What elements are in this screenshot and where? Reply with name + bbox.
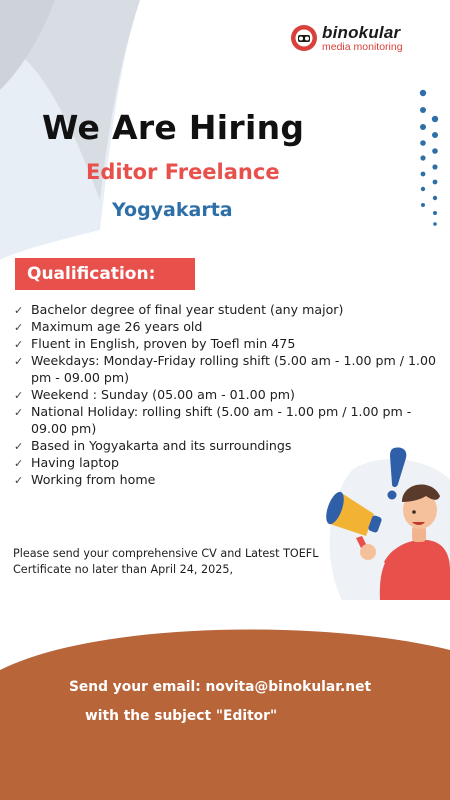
qualification-item: ✓ Having laptop — [14, 455, 119, 470]
qualification-item: ✓ Bachelor degree of final year student (any major) — [14, 302, 344, 317]
check-icon: ✓ — [14, 389, 24, 402]
check-icon: ✓ — [14, 406, 24, 419]
application-note: Please send your comprehensive CV and Latest TOEFL Certificate no later than April 24, 2025, — [13, 547, 319, 576]
check-icon: ✓ — [14, 474, 24, 487]
check-icon: ✓ — [14, 457, 24, 470]
qualification-item: ✓ Working from home — [14, 472, 156, 487]
decorative-dots — [416, 88, 446, 228]
brand-logo — [290, 24, 403, 53]
check-icon: ✓ — [14, 304, 24, 317]
position-title: Editor Freelance — [86, 160, 280, 184]
check-icon: ✓ — [14, 338, 24, 351]
contact-subject: with the subject "Editor" — [85, 708, 278, 724]
location: Yogyakarta — [112, 199, 233, 221]
check-icon: ✓ — [14, 355, 24, 368]
check-icon: ✓ — [14, 440, 24, 453]
contact-email: Send your email: novita@binokular.net — [69, 679, 372, 695]
qualification-item: ✓ Maximum age 26 years old — [14, 319, 203, 334]
qualification-item: ✓ National Holiday: rolling shift (5.00 am - 1.00 pm / 1.00 pm - 09.00 pm) — [14, 404, 412, 436]
qualification-heading: Qualification: — [15, 258, 195, 290]
brand-tagline: media monitoring — [322, 41, 403, 53]
headline: We Are Hiring — [42, 108, 305, 147]
qualification-item: ✓ Fluent in English, proven by Toefl min 475 — [14, 336, 296, 351]
brand-name: binokular — [322, 23, 401, 42]
binokular-logo-icon — [290, 24, 318, 52]
qualification-item: ✓ Weekend : Sunday (05.00 am - 01.00 pm) — [14, 387, 295, 402]
check-icon: ✓ — [14, 321, 24, 334]
qualification-item: ✓ Weekdays: Monday-Friday rolling shift (5.00 am - 1.00 pm / 1.00 pm - 09.00 pm) — [14, 353, 437, 385]
qualification-item: ✓ Based in Yogyakarta and its surroundings — [14, 438, 292, 453]
